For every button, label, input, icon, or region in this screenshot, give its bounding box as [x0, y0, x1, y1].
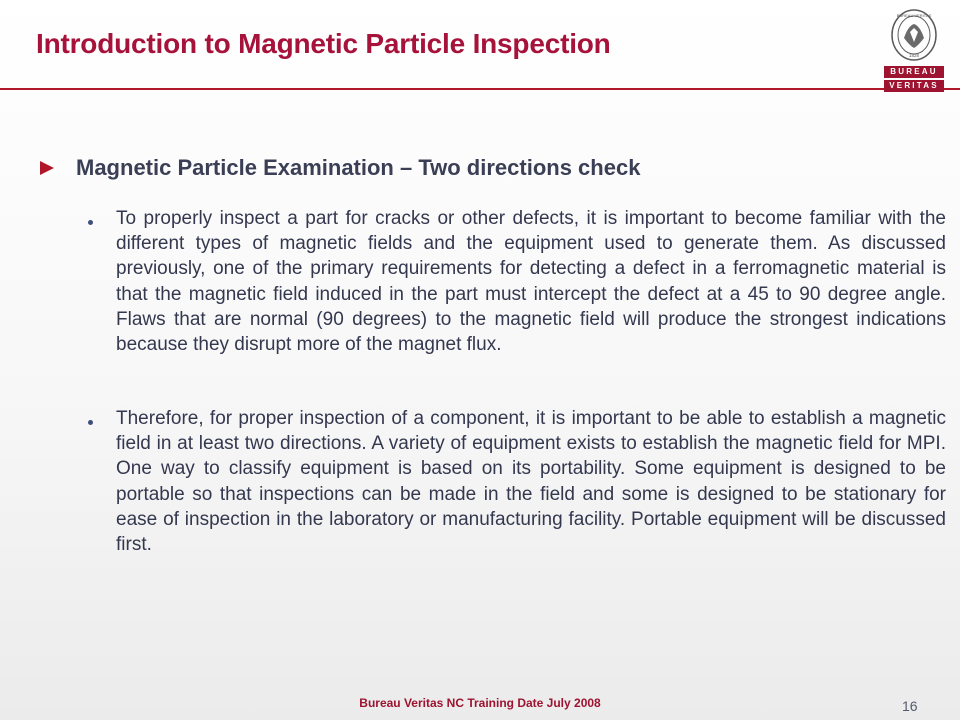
- section-heading: Magnetic Particle Examination – Two directions check: [76, 155, 641, 180]
- bullet-paragraph: [88, 206, 948, 357]
- paragraph-text: To properly inspect a part for cracks or other defects, it is important to become familiar with the different types of magnetic fields and the equipment used to generate them. As discussed previously, one of the primary requirements for detecting a defect in a ferromagnetic material is that the magnetic field induced in the part must intercept the defect at a 45 to 90 degree angle. Flaws that are normal (90 degrees) to the magnetic field will produce the strongest indications because they disrupt more of the magnet flux.: [116, 208, 946, 356]
- bureau-veritas-logo: [878, 8, 950, 88]
- logo-seal-icon: [890, 8, 938, 62]
- round-bullet-icon: [88, 220, 93, 225]
- logo-seal-year: 1828: [908, 53, 920, 58]
- bullet-paragraph: [88, 406, 948, 557]
- arrow-bullet-icon: [40, 161, 54, 175]
- title-divider: [0, 88, 960, 90]
- round-bullet-icon: [88, 420, 93, 425]
- paragraph-text: Therefore, for proper inspection of a component, it is important to be able to establish a magnetic field in at least two directions. A variety of equipment exists to establish the magnetic field for MPI. One way to classify equipment is based on its portability. Some equipment is designed to be portable so that inspections can be made in the field and some is designed to be stationary for ease of inspection in the laboratory or manufacturing facility. Portable equipment will be discussed first.: [116, 408, 946, 556]
- page-number: 16: [902, 698, 918, 714]
- logo-band-bureau: BUREAU: [884, 66, 944, 78]
- footer-text: Bureau Veritas NC Training Date July 2008: [359, 696, 601, 710]
- logo-band-veritas: VERITAS: [884, 80, 944, 92]
- slide-title: Introduction to Magnetic Particle Inspection: [36, 28, 611, 59]
- heading-row: [40, 155, 640, 181]
- logo-seal-text: BUREAU VERITAS: [896, 13, 932, 18]
